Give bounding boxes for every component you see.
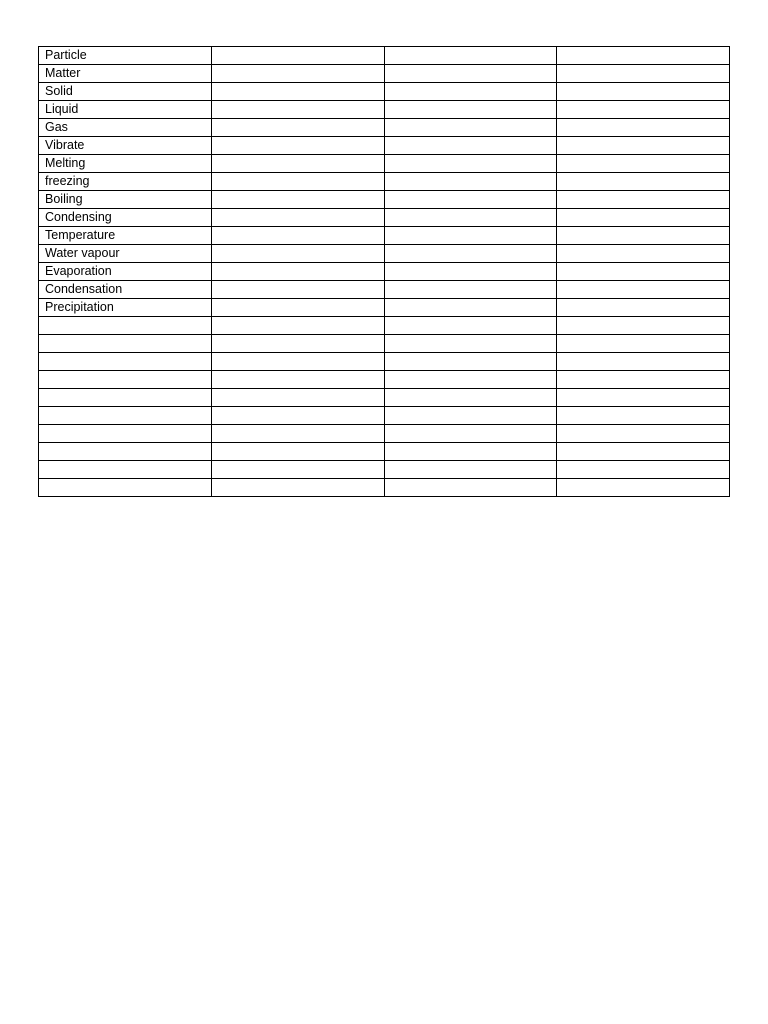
answer-cell	[384, 65, 557, 83]
answer-cell	[384, 101, 557, 119]
answer-cell	[384, 407, 557, 425]
table-row	[39, 299, 730, 317]
answer-cell	[384, 317, 557, 335]
term-cell: Boiling	[39, 191, 212, 209]
answer-cell	[384, 281, 557, 299]
answer-cell	[557, 299, 730, 317]
answer-cell	[384, 461, 557, 479]
answer-cell	[384, 191, 557, 209]
table-row	[39, 443, 730, 461]
answer-cell	[384, 371, 557, 389]
answer-cell	[211, 227, 384, 245]
answer-cell	[384, 137, 557, 155]
answer-cell	[557, 335, 730, 353]
answer-cell	[557, 137, 730, 155]
answer-cell	[384, 119, 557, 137]
answer-cell	[211, 191, 384, 209]
table-row	[39, 155, 730, 173]
answer-cell	[211, 299, 384, 317]
term-cell	[39, 443, 212, 461]
answer-cell	[211, 119, 384, 137]
answer-cell	[557, 227, 730, 245]
term-cell: Temperature	[39, 227, 212, 245]
answer-cell	[557, 389, 730, 407]
answer-cell	[557, 83, 730, 101]
term-cell	[39, 335, 212, 353]
answer-cell	[557, 191, 730, 209]
answer-cell	[557, 101, 730, 119]
term-cell: Gas	[39, 119, 212, 137]
term-cell: Condensing	[39, 209, 212, 227]
answer-cell	[557, 65, 730, 83]
table-row	[39, 137, 730, 155]
term-cell: Precipitation	[39, 299, 212, 317]
term-cell	[39, 425, 212, 443]
answer-cell	[384, 155, 557, 173]
answer-cell	[211, 443, 384, 461]
answer-cell	[557, 479, 730, 497]
table-row	[39, 281, 730, 299]
answer-cell	[557, 155, 730, 173]
table-row	[39, 209, 730, 227]
answer-cell	[211, 137, 384, 155]
term-cell: freezing	[39, 173, 212, 191]
answer-cell	[211, 353, 384, 371]
answer-cell	[384, 443, 557, 461]
term-cell: Condensation	[39, 281, 212, 299]
answer-cell	[211, 461, 384, 479]
answer-cell	[557, 245, 730, 263]
answer-cell	[211, 317, 384, 335]
table-row	[39, 227, 730, 245]
answer-cell	[211, 101, 384, 119]
answer-cell	[557, 317, 730, 335]
table-row	[39, 191, 730, 209]
answer-cell	[384, 299, 557, 317]
answer-cell	[384, 479, 557, 497]
answer-cell	[211, 47, 384, 65]
answer-cell	[384, 227, 557, 245]
term-cell	[39, 479, 212, 497]
answer-cell	[211, 335, 384, 353]
answer-cell	[557, 443, 730, 461]
table-row	[39, 47, 730, 65]
table-row	[39, 425, 730, 443]
table-row	[39, 245, 730, 263]
answer-cell	[211, 479, 384, 497]
table-row	[39, 389, 730, 407]
term-cell: Evaporation	[39, 263, 212, 281]
answer-cell	[557, 353, 730, 371]
term-cell	[39, 407, 212, 425]
table-row	[39, 65, 730, 83]
table-row	[39, 173, 730, 191]
answer-cell	[211, 407, 384, 425]
term-cell: Particle	[39, 47, 212, 65]
answer-cell	[211, 209, 384, 227]
vocabulary-table-body	[39, 47, 730, 497]
table-row	[39, 317, 730, 335]
answer-cell	[211, 245, 384, 263]
answer-cell	[384, 209, 557, 227]
term-cell: Water vapour	[39, 245, 212, 263]
answer-cell	[557, 119, 730, 137]
table-row	[39, 353, 730, 371]
table-row	[39, 407, 730, 425]
table-row	[39, 101, 730, 119]
table-row	[39, 479, 730, 497]
term-cell: Melting	[39, 155, 212, 173]
table-row	[39, 461, 730, 479]
answer-cell	[557, 173, 730, 191]
term-cell	[39, 317, 212, 335]
term-cell	[39, 353, 212, 371]
term-cell	[39, 461, 212, 479]
answer-cell	[384, 353, 557, 371]
answer-cell	[211, 173, 384, 191]
table-row	[39, 83, 730, 101]
answer-cell	[557, 461, 730, 479]
vocabulary-table	[38, 46, 730, 497]
answer-cell	[557, 281, 730, 299]
answer-cell	[384, 245, 557, 263]
table-row	[39, 335, 730, 353]
answer-cell	[384, 47, 557, 65]
answer-cell	[211, 83, 384, 101]
answer-cell	[557, 425, 730, 443]
table-row	[39, 119, 730, 137]
answer-cell	[211, 389, 384, 407]
term-cell: Liquid	[39, 101, 212, 119]
answer-cell	[211, 371, 384, 389]
term-cell: Solid	[39, 83, 212, 101]
table-row	[39, 263, 730, 281]
answer-cell	[384, 335, 557, 353]
answer-cell	[557, 263, 730, 281]
answer-cell	[211, 65, 384, 83]
term-cell	[39, 389, 212, 407]
answer-cell	[211, 281, 384, 299]
term-cell	[39, 371, 212, 389]
answer-cell	[384, 263, 557, 281]
answer-cell	[211, 425, 384, 443]
answer-cell	[557, 371, 730, 389]
answer-cell	[384, 173, 557, 191]
term-cell: Vibrate	[39, 137, 212, 155]
answer-cell	[557, 209, 730, 227]
term-cell: Matter	[39, 65, 212, 83]
answer-cell	[384, 389, 557, 407]
answer-cell	[384, 425, 557, 443]
answer-cell	[211, 155, 384, 173]
answer-cell	[384, 83, 557, 101]
answer-cell	[557, 47, 730, 65]
answer-cell	[557, 407, 730, 425]
table-row	[39, 371, 730, 389]
answer-cell	[211, 263, 384, 281]
